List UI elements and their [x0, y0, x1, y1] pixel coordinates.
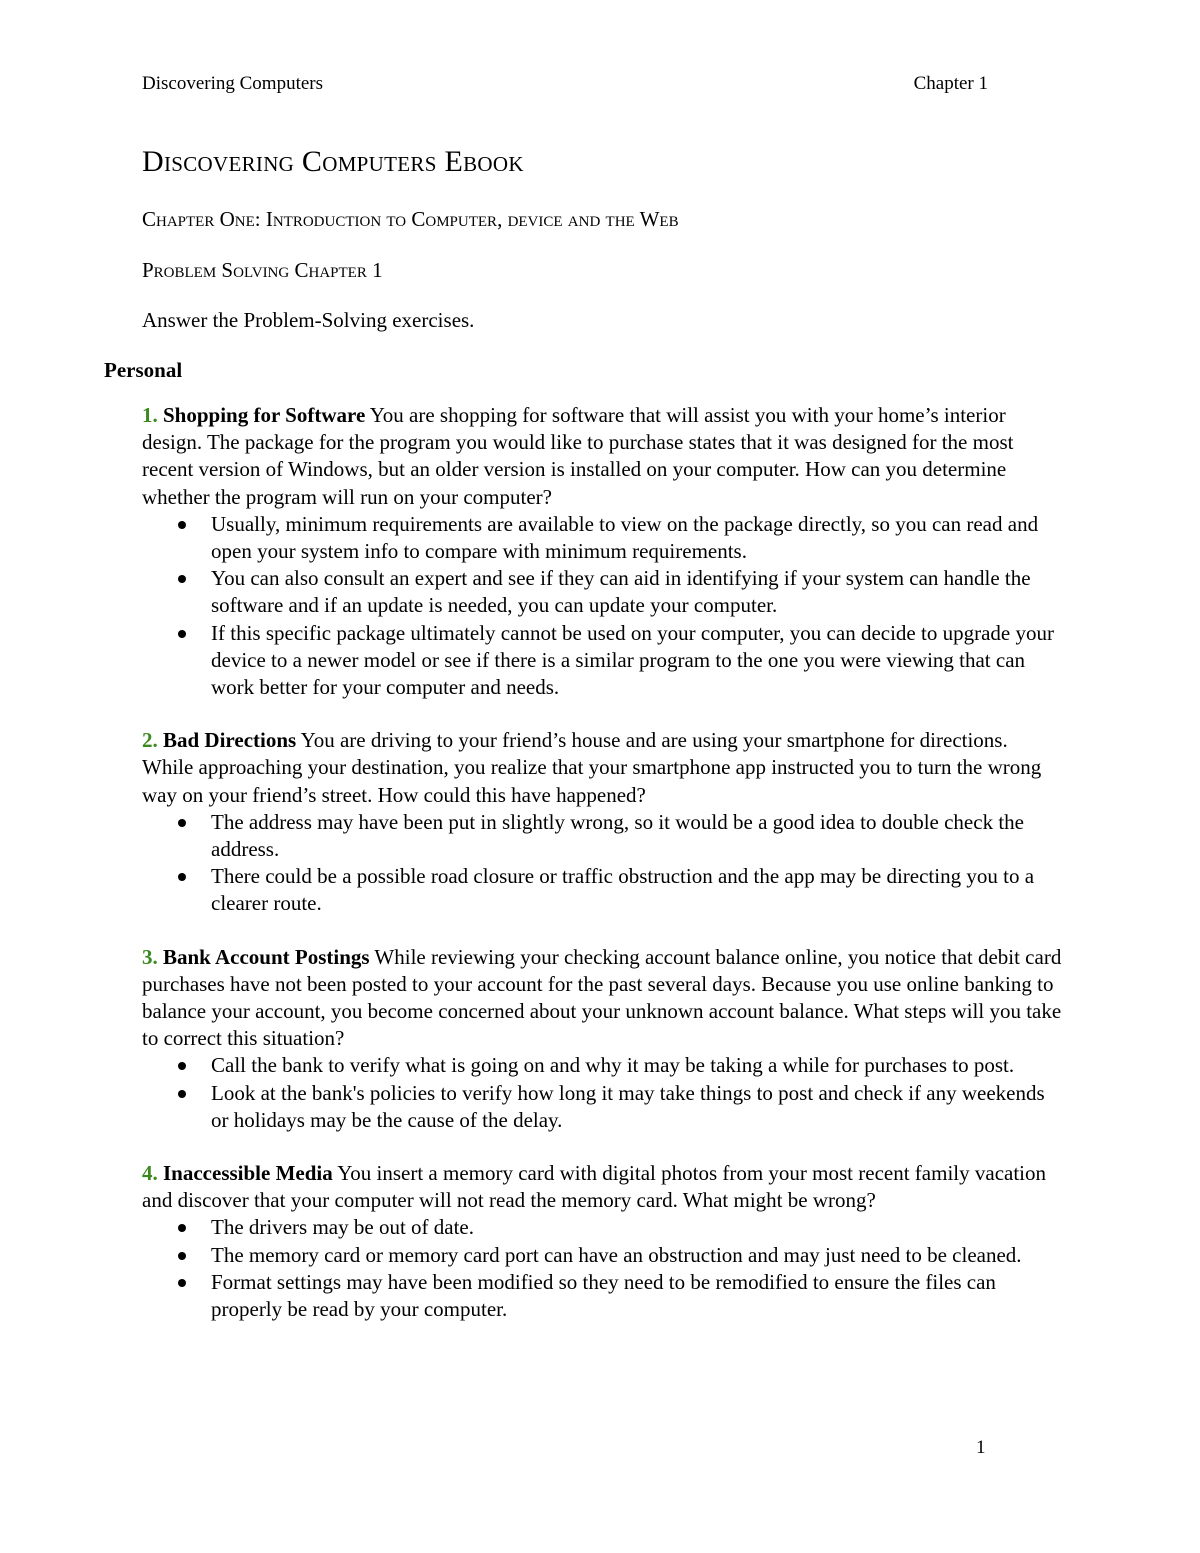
answer-item [211, 565, 1062, 619]
problem-item [142, 727, 1062, 917]
bullet-icon [178, 630, 186, 638]
problem-title: Shopping for Software [163, 403, 366, 427]
page-number: 1 [976, 1437, 986, 1458]
document-title: Discovering Computers Ebook [142, 145, 524, 178]
answer-text: Usually, minimum requirements are available to view on the package directly, so you can read and open your system info to compare with minimum requirements. [211, 511, 1039, 564]
problem-title: Inaccessible Media [163, 1161, 333, 1186]
bullet-icon [178, 1224, 186, 1232]
instruction-text: Answer the Problem-Solving exercises. [142, 308, 475, 332]
answer-text: The memory card or memory card port can have an obstruction and may just need to be cleaned. [211, 1242, 1022, 1267]
answer-text: Call the bank to verify what is going on and why it may be taking a while for purchases to post. [211, 1053, 1015, 1078]
answer-item [211, 1242, 1062, 1269]
answer-item [211, 511, 1062, 565]
problem-list [142, 402, 1062, 1349]
problem-text: While reviewing your checking account balance online, you notice that debit card purchases have not been posted to your account for the past several days. Because you use online banking to balance your account, you become concerned about your unknown account balance. What steps will you take to correct this situation? [142, 944, 1062, 1051]
problem-statement [142, 1160, 1062, 1214]
answer-text: The address may have been put in slightly wrong, so it would be a good idea to double check the address. [211, 809, 1024, 862]
answer-list [142, 809, 1062, 918]
problem-text: You insert a memory card with digital photos from your most recent family vacation and discover that your computer will not read the memory card. What might be wrong? [142, 1161, 1047, 1213]
problem-statement [142, 944, 1062, 1053]
answer-list [142, 1052, 1062, 1134]
problem-item [142, 1160, 1062, 1323]
problem-title: Bad Directions [163, 728, 297, 753]
problem-text: You are driving to your friend’s house and are using your smartphone for directions. While approaching your destination, you realize that your smartphone app instructed you to turn the wrong way on your friend’s street. How could this have happened? [142, 728, 1042, 807]
bullet-icon [178, 1090, 186, 1098]
problem-text: You are shopping for software that will assist you with your home’s interior design. The package for the program you would like to purchase states that it was designed for the most recent version of Windows, but an older version is installed on your computer. How can you determine whether the program will run on your computer? [142, 403, 1014, 509]
bullet-icon [178, 1062, 186, 1070]
problem-number: 4. [142, 1161, 158, 1186]
answer-item [211, 1080, 1062, 1134]
answer-item [211, 1269, 1062, 1323]
bullet-icon [178, 1252, 186, 1260]
answer-item [211, 1052, 1062, 1079]
answer-text: If this specific package ultimately cannot be used on your computer, you can decide to upgrade your device to a newer model or see if there is a similar program to the one you were viewing that can work better for your computer and needs. [211, 620, 1054, 700]
bullet-icon [178, 521, 186, 529]
problem-number: 1. [142, 403, 158, 427]
answer-list [142, 1214, 1062, 1323]
header-chapter: Chapter 1 [913, 73, 988, 94]
answer-text: You can also consult an expert and see if they can aid in identifying if your system can handle the software and if an update is needed, you can update your computer. [211, 566, 1031, 618]
answer-text: Look at the bank's policies to verify how long it may take things to post and check if any weekends or holidays may be the cause of the delay. [211, 1080, 1045, 1132]
answer-item [211, 863, 1062, 917]
answer-item [211, 620, 1062, 702]
problem-title: Bank Account Postings [163, 944, 370, 969]
answer-text: There could be a possible road closure or traffic obstruction and the app may be directing you to a clearer route. [211, 864, 1035, 916]
problem-number: 3. [142, 944, 158, 969]
answer-item [211, 1214, 1062, 1241]
section-heading: Personal [104, 358, 183, 382]
answer-text: The drivers may be out of date. [211, 1215, 474, 1240]
bullet-icon [178, 1279, 186, 1287]
problem-number: 2. [142, 728, 158, 753]
problem-statement [142, 727, 1062, 809]
answer-list [142, 511, 1062, 701]
problem-statement [142, 402, 1062, 511]
problem-item [142, 944, 1062, 1134]
chapter-heading: Chapter One: Introduction to Computer, device and the Web [142, 207, 679, 231]
bullet-icon [178, 575, 186, 583]
answer-item [211, 809, 1062, 863]
answer-text: Format settings may have been modified so they need to be remodified to ensure the files can properly be read by your computer. [211, 1269, 996, 1322]
bullet-icon [178, 873, 186, 881]
header-book-title: Discovering Computers [142, 73, 324, 94]
problem-item [142, 402, 1062, 701]
problem-solving-heading: Problem Solving Chapter 1 [142, 258, 383, 282]
bullet-icon [178, 819, 186, 827]
